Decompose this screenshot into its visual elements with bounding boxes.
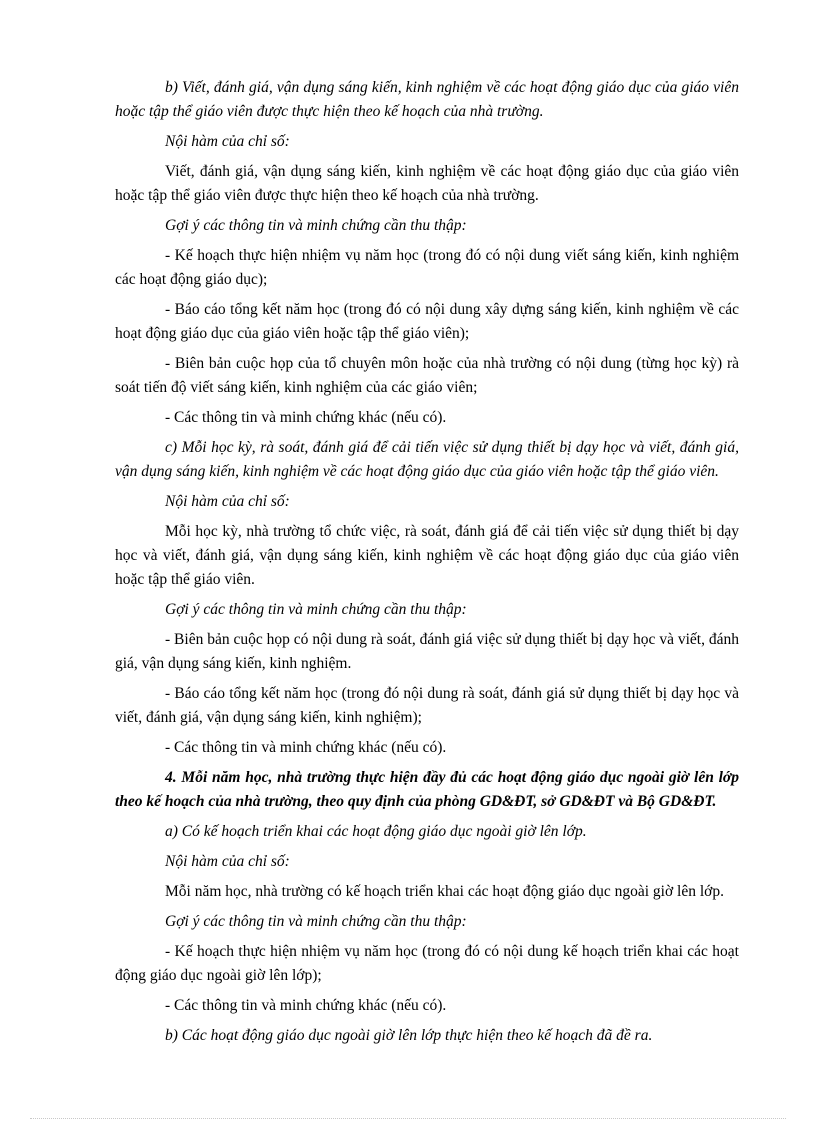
subheading-evidence: Gợi ý các thông tin và minh chứng cần thu thập: xyxy=(165,601,467,618)
evidence-item: - Biên bản cuộc họp của tổ chuyên môn hoặc của nhà trường có nội dung (từng học kỳ) rà soát tiến độ viết sáng kiến, kinh nghiệm của các giáo viên; xyxy=(115,355,739,396)
evidence-item: - Biên bản cuộc họp có nội dung rà soát, đánh giá việc sử dụng thiết bị dạy học và viết, đánh giá, vận dụng sáng kiến, kinh nghiệm. xyxy=(115,631,739,672)
criterion-a-heading: a) Có kế hoạch triển khai các hoạt động giáo dục ngoài giờ lên lớp. xyxy=(165,823,587,840)
subheading-scope: Nội hàm của chỉ số: xyxy=(165,853,290,870)
evidence-item: - Báo cáo tổng kết năm học (trong đó có nội dung xây dựng sáng kiến, kinh nghiệm về các hoạt động giáo dục của giáo viên hoặc tập thể giáo viên); xyxy=(115,301,739,342)
criterion-b-heading: b) Viết, đánh giá, vận dụng sáng kiến, kinh nghiệm về các hoạt động giáo dục của giáo viên hoặc tập thể giáo viên được thực hiện theo kế hoạch của nhà trường. xyxy=(115,79,739,120)
subheading-scope: Nội hàm của chỉ số: xyxy=(165,493,290,510)
subheading-scope: Nội hàm của chỉ số: xyxy=(165,133,290,150)
section-4-heading: 4. Mỗi năm học, nhà trường thực hiện đầy đủ các hoạt động giáo dục ngoài giờ lên lớp theo kế hoạch của nhà trường, theo quy định của phòng GD&ĐT, sở GD&ĐT và Bộ GD&ĐT. xyxy=(115,769,739,810)
body-paragraph: Mỗi năm học, nhà trường có kế hoạch triển khai các hoạt động giáo dục ngoài giờ lên lớp. xyxy=(165,883,724,900)
body-paragraph: Viết, đánh giá, vận dụng sáng kiến, kinh nghiệm về các hoạt động giáo dục của giáo viên hoặc tập thể giáo viên được thực hiện theo kế hoạch của nhà trường. xyxy=(115,163,739,204)
document-body xyxy=(115,76,739,1054)
subheading-evidence: Gợi ý các thông tin và minh chứng cần thu thập: xyxy=(165,913,467,930)
criterion-c-heading: c) Mỗi học kỳ, rà soát, đánh giá để cải tiến việc sử dụng thiết bị dạy học và viết, đánh giá, vận dụng sáng kiến, kinh nghiệm về các hoạt động giáo dục của giáo viên hoặc tập thể giáo viên. xyxy=(115,439,739,480)
evidence-item: - Kế hoạch thực hiện nhiệm vụ năm học (trong đó có nội dung viết sáng kiến, kinh nghiệm các hoạt động giáo dục); xyxy=(115,247,739,288)
evidence-item: - Kế hoạch thực hiện nhiệm vụ năm học (trong đó có nội dung kế hoạch triển khai các hoạt động giáo dục ngoài giờ lên lớp); xyxy=(115,943,739,984)
evidence-item: - Các thông tin và minh chứng khác (nếu có). xyxy=(165,409,447,426)
evidence-item: - Các thông tin và minh chứng khác (nếu có). xyxy=(165,739,447,756)
subheading-evidence: Gợi ý các thông tin và minh chứng cần thu thập: xyxy=(165,217,467,234)
page-bottom-divider xyxy=(30,1118,786,1119)
criterion-b-heading: b) Các hoạt động giáo dục ngoài giờ lên lớp thực hiện theo kế hoạch đã đề ra. xyxy=(165,1027,653,1044)
evidence-item: - Báo cáo tổng kết năm học (trong đó nội dung rà soát, đánh giá sử dụng thiết bị dạy học và viết, đánh giá, vận dụng sáng kiến, kinh nghiệm); xyxy=(115,685,739,726)
body-paragraph: Mỗi học kỳ, nhà trường tổ chức việc, rà soát, đánh giá để cải tiến việc sử dụng thiết bị dạy học và viết, đánh giá, vận dụng sáng kiến, kinh nghiệm về các hoạt động giáo dục của giáo viên hoặc tập thể giáo viên. xyxy=(115,523,739,588)
evidence-item: - Các thông tin và minh chứng khác (nếu có). xyxy=(165,997,447,1014)
